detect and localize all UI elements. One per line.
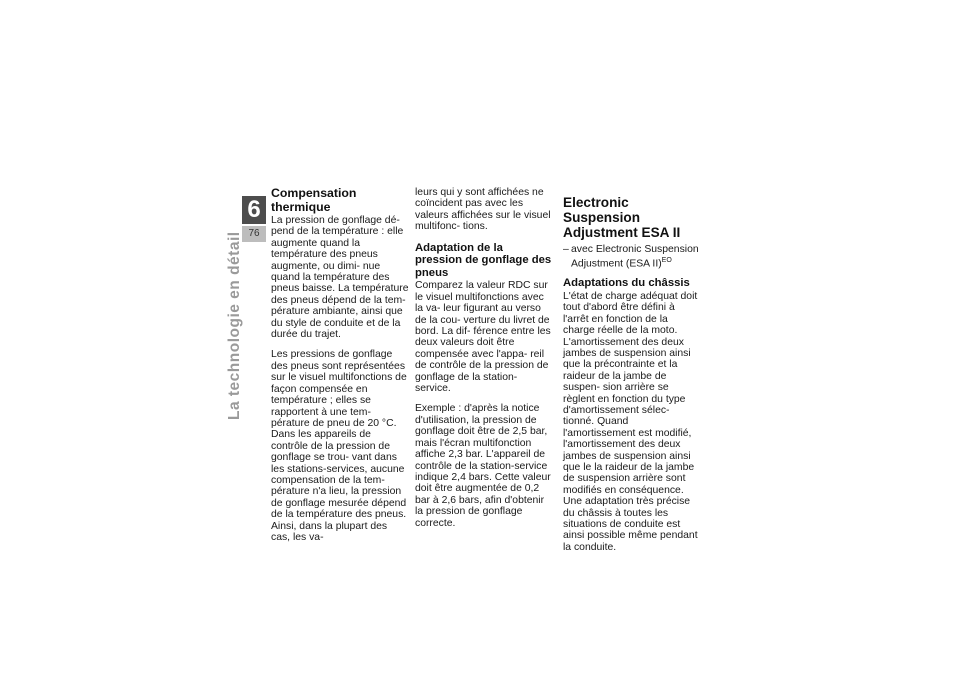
list-item: [563, 244, 701, 270]
paragraph: Les pressions de gonflage des pneus sont représentées sur le visuel multifonctions de façon compensée en température ; elles se rapportent à une tem- pérature de pneu de 20 °C. Dans les appareils de contrôle de la pression de gonflage se trou- vant dans les stations-services, aucune compensation de la tem- pérature n'a lieu, la pression de gonflage mesurée dépend de la température des pneus. Ainsi, dans la plupart des cas, les va-: [271, 349, 407, 543]
column-3: [563, 187, 701, 562]
paragraph: L'état de charge adéquat doit tout d'abord être défini à l'arrêt en fonction de la charge réelle de la moto. L'amortissement des deux jambes de suspension ainsi que la précontrainte et la raideur de la jambe de suspen- sion arrière se règlent en fonction du type d'amortissement sélec- tionné. Quand l'amortissement est modifié, l'amortissement des deux jambes de suspension ainsi que le la raideur de la jambe de suspension arrière sont modifiés en conséquence. Une adaptation très précise du châssis à toutes les situations de conduite est ainsi possible même pendant la conduite.: [563, 290, 698, 553]
chapter-title: La technologie en détail: [226, 231, 243, 420]
list-item-text: avec Electronic Suspension Adjustment (ESA II): [571, 244, 699, 270]
equipment-superscript: EO: [661, 257, 672, 265]
paragraph: leurs qui y sont affichées ne coïncident pas avec les valeurs affichées sur le visuel multifonc- tions.: [415, 187, 551, 233]
dash-bullet: –: [563, 244, 569, 255]
heading-compensation-thermique: Compensation thermique: [271, 186, 357, 214]
heading-esa-ii: Electronic Suspension Adjustment ESA II: [563, 195, 681, 240]
heading-adaptation-pression: Adaptation de la pression de gonflage des pneus: [415, 241, 552, 279]
paragraph: Comparez la valeur RDC sur le visuel multifonctions avec la va- leur figurant au verso de la cou- verture du livret de bord. La dif- férence entre les deux valeurs doit être compensée avec l'appa- reil de contrôle de la pression de gonflage de la station-service.: [415, 280, 551, 395]
page-number: 76: [242, 224, 266, 242]
heading-adaptations-chassis: Adaptations du châssis: [563, 277, 690, 290]
paragraph: La pression de gonflage dé- pend de la température : elle augmente quand la température des pneus augmente, ou dimi- nue quand la température des pneus baisse. La température des pneus dépend de la tem- pérature ambiante, ainsi que du style de conduite et de la durée du trajet.: [271, 215, 409, 341]
chapter-number: 6: [242, 196, 266, 224]
column-1: [271, 187, 409, 552]
paragraph: Exemple : d'après la notice d'utilisation, la pression de gonflage doit être de 2,5 bar, mais l'écran multifonction affiche 2,3 bar. L'appareil de contrôle de la station-service indique 2,4 bars. Cette valeur doit être augmentée de 0,2 bar à 2,6 bars, afin d'obtenir la pression de gonflage correcte.: [415, 403, 551, 529]
column-2: [415, 187, 553, 538]
chapter-tab: [242, 196, 266, 242]
